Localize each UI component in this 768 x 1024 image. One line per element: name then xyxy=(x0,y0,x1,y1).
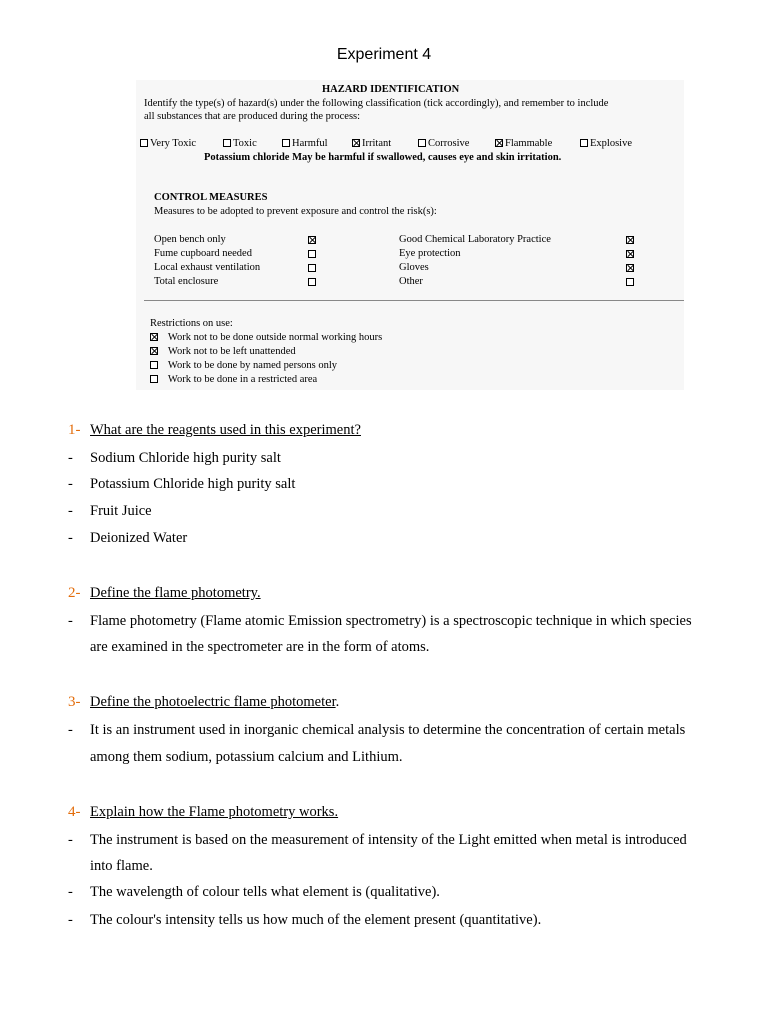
checkbox-icon xyxy=(150,375,158,383)
hazard-instruction-line1: Identify the type(s) of hazard(s) under the following classification (tick accordingly), and remember to include xyxy=(144,98,609,109)
control-item-fume-cupboard: Fume cupboard needed xyxy=(154,248,252,259)
answer-continuation: among them sodium, potassium calcium and Lithium. xyxy=(90,749,403,765)
answer-item: - Fruit Juice xyxy=(68,503,152,519)
question-1 xyxy=(68,422,361,439)
hazard-instruction-line2: all substances that are produced during the process: xyxy=(144,111,361,122)
hazard-option-explosive[interactable]: Explosive xyxy=(580,138,632,150)
checked-checkbox-icon[interactable] xyxy=(626,236,634,244)
checkbox-icon xyxy=(150,361,158,369)
restrictions-heading: Restrictions on use: xyxy=(150,318,233,329)
checkbox-icon xyxy=(223,139,231,147)
answer-continuation: into flame. xyxy=(90,858,153,874)
hazard-option-flammable[interactable]: Flammable xyxy=(495,138,552,150)
hazard-heading: HAZARD IDENTIFICATION xyxy=(322,84,460,95)
question-3: 3- Define the photoelectric flame photometer. xyxy=(68,694,340,710)
control-item-good-practice: Good Chemical Laboratory Practice xyxy=(399,234,551,245)
checked-checkbox-icon[interactable] xyxy=(308,236,316,244)
control-heading: CONTROL MEASURES xyxy=(154,192,268,203)
checked-checkbox-icon[interactable] xyxy=(626,250,634,258)
hazard-option-very-toxic[interactable]: Very Toxic xyxy=(140,138,196,150)
checkbox-icon xyxy=(580,139,588,147)
answer-item: - Flame photometry (Flame atomic Emission spectrometry) is a spectroscopic technique in which species xyxy=(68,613,692,629)
form-divider xyxy=(144,300,684,301)
hazard-option-harmful[interactable]: Harmful xyxy=(282,138,328,150)
checked-checkbox-icon xyxy=(352,139,360,147)
control-item-total-enclosure: Total enclosure xyxy=(154,276,219,287)
question-number: 3- xyxy=(68,694,81,710)
question-text: Explain how the Flame photometry works. xyxy=(90,804,339,820)
question-number: 4- xyxy=(68,804,81,820)
answer-item: - The wavelength of colour tells what element is (qualitative). xyxy=(68,884,440,900)
hazard-option-irritant[interactable]: Irritant xyxy=(352,138,391,150)
control-item-eye-protection: Eye protection xyxy=(399,248,461,259)
control-item-gloves: Gloves xyxy=(399,262,429,273)
question-2 xyxy=(68,585,261,602)
answer-item: - Sodium Chloride high purity salt xyxy=(68,450,281,466)
question-text: Define the flame photometry. xyxy=(90,585,261,601)
answer-item: - Potassium Chloride high purity salt xyxy=(68,476,296,492)
answer-item: - The instrument is based on the measurement of intensity of the Light emitted when metal is introduced xyxy=(68,832,687,848)
answer-item: - It is an instrument used in inorganic chemical analysis to determine the concentration of certain metals xyxy=(68,722,686,738)
answer-item: - Deionized Water xyxy=(68,530,188,546)
checkbox-icon[interactable] xyxy=(308,250,316,258)
answer-continuation: are examined in the spectrometer are in the form of atoms. xyxy=(90,639,430,655)
question-number: 2- xyxy=(68,585,81,601)
checked-checkbox-icon xyxy=(150,347,158,355)
control-subheading: Measures to be adopted to prevent exposure and control the risk(s): xyxy=(154,206,437,217)
restriction-item[interactable]: Work not to be left unattended xyxy=(150,346,296,358)
checkbox-icon[interactable] xyxy=(308,278,316,286)
hazard-option-toxic[interactable]: Toxic xyxy=(223,138,257,150)
hazard-form xyxy=(136,80,684,390)
question-4 xyxy=(68,804,338,821)
hazard-option-corrosive[interactable]: Corrosive xyxy=(418,138,469,150)
checked-checkbox-icon xyxy=(495,139,503,147)
control-item-local-exhaust: Local exhaust ventilation xyxy=(154,262,261,273)
checkbox-icon[interactable] xyxy=(626,278,634,286)
page-title: Experiment 4 xyxy=(336,46,432,63)
checkbox-icon xyxy=(282,139,290,147)
hazard-note: Potassium chloride May be harmful if swallowed, causes eye and skin irritation. xyxy=(204,152,562,163)
checkbox-icon[interactable] xyxy=(308,264,316,272)
control-item-other: Other xyxy=(399,276,423,287)
answer-item: - The colour's intensity tells us how much of the element present (quantitative). xyxy=(68,912,542,928)
restriction-item[interactable]: Work not to be done outside normal working hours xyxy=(150,332,382,344)
question-number: 1- xyxy=(68,422,81,438)
checkbox-icon xyxy=(418,139,426,147)
restriction-item[interactable]: Work to be done in a restricted area xyxy=(150,374,317,386)
checkbox-icon xyxy=(140,139,148,147)
question-text: Define the photoelectric flame photometer xyxy=(90,694,336,710)
checked-checkbox-icon[interactable] xyxy=(626,264,634,272)
question-text: What are the reagents used in this experiment? xyxy=(90,422,361,438)
restriction-item[interactable]: Work to be done by named persons only xyxy=(150,360,337,372)
checked-checkbox-icon xyxy=(150,333,158,341)
control-item-open-bench: Open bench only xyxy=(154,234,226,245)
